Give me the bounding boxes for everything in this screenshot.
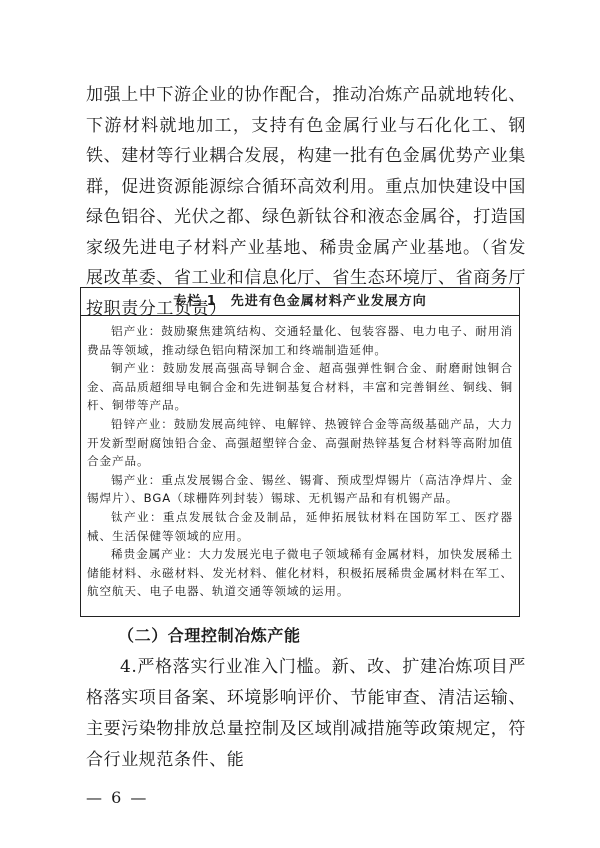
box-item-lead-zinc: 铅锌产业：鼓励发展高纯锌、电解锌、热镀锌合金等高级基础产品，大力开发新型耐腐蚀铅合金、高强超塑锌合金、高强耐热锌基复合材料等高附加值合金产品。 xyxy=(87,416,513,469)
intro-paragraph: 加强上中下游企业的协作配合，推动冶炼产品就地转化、下游材料就地加工，支持有色金属行业与石化化工、钢铁、建材等行业耦合发展，构建一批有色金属优势产业集群，促进资源能源综合循环高效利用。重点加快建设中国绿色铝谷、光伏之都、绿色新钛谷和液态金属谷，打造国家级先进电子材料产业基地、稀贵金属产业基地。（省发展改革委、省工业和信息化厅、省生态环境厅、省商务厅按职责分工负责） xyxy=(86,85,526,319)
box-body xyxy=(81,316,519,601)
box-item-rare-precious: 稀贵金属产业：大力发展光电子微电子领域稀有金属材料，加快发展稀土储能材料、永磁材料、发光材料、催化材料，积极拓展稀贵金属材料在军工、航空航天、电子电器、轨道交通等领域的运用。 xyxy=(87,547,513,599)
paragraph-4-block xyxy=(86,652,526,776)
page-number: — 6 — xyxy=(86,788,149,807)
paragraph-4: 4.严格落实行业准入门槛。新、改、扩建冶炼项目严格落实项目备案、环境影响评价、节能审查、清洁运输、主要污染物排放总量控制及区域削减措施等政策规定，符合行业规范条件、能 xyxy=(86,657,526,770)
section-heading: （二）合理控制冶炼产能 xyxy=(118,626,301,645)
box-item-copper: 铜产业：鼓励发展高强高导铜合金、超高强弹性铜合金、耐磨耐蚀铜合金、高品质超细导电铜合金和先进铜基复合材料，丰富和完善铜丝、铜线、铜杆、铜带等产品。 xyxy=(87,361,513,413)
feature-box xyxy=(80,287,520,617)
box-title: 专栏 1 先进有色金属材料产业发展方向 xyxy=(81,288,519,316)
box-item-tin: 锡产业：重点发展锡合金、锡丝、锡膏、预成型焊锡片（高洁净焊片、金锡焊片）、BGA（球栅阵列封装）锡球、无机锡产品和有机锡产品。 xyxy=(87,472,513,506)
box-item-aluminum: 铝产业：鼓励聚焦建筑结构、交通轻量化、包装容器、电力电子、耐用消费品等领域，推动绿色铝向精深加工和终端制造延伸。 xyxy=(87,324,513,357)
box-item-titanium: 钛产业：重点发展钛合金及制品，延伸拓展钛材料在国防军工、医疗器械、生活保健等领域的应用。 xyxy=(87,509,513,543)
